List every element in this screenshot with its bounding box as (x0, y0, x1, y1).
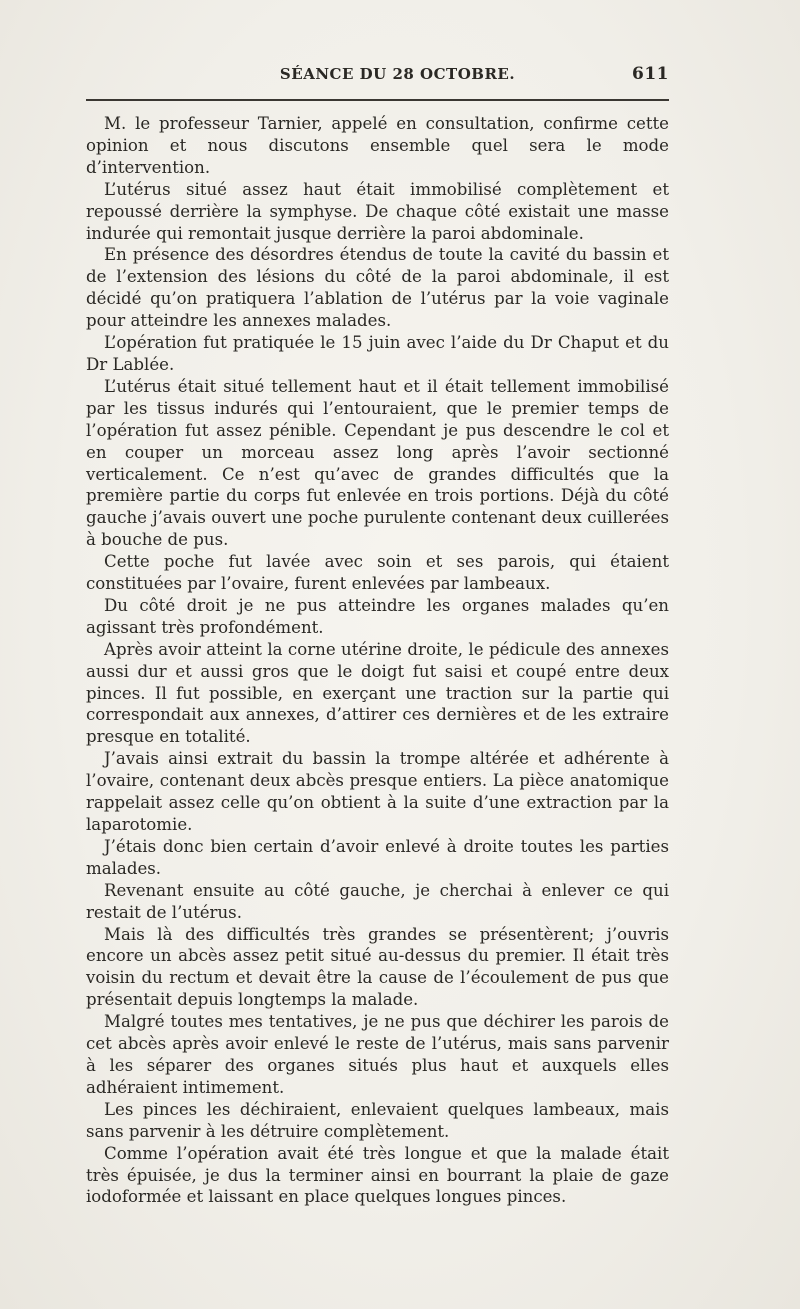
paragraph: J’avais ainsi extrait du bassin la trompe altérée et adhérente à l’ovaire, contenant deux abcès presque entiers. La pièce anatomique rappelait assez celle qu’on obtient à la suite d’une extraction par la laparotomie. (86, 749, 669, 834)
page-number: 611 (632, 64, 669, 84)
paragraph: Revenant ensuite au côté gauche, je cherchai à enlever ce qui restait de l’utérus. (86, 880, 669, 922)
paragraph: Cette poche fut lavée avec soin et ses parois, qui étaient constituées par l’ovaire, furent enlevées par lambeaux. (86, 552, 669, 594)
paragraph: L’utérus était situé tellement haut et il était tellement immobilisé par les tissus indurés qui l’entouraient, que le premier temps de l’opération fut assez pénible. Cependant je pus descendre le col et en couper un morceau assez long après l’avoir sectionné verticalement. Ce n’est qu’avec de grandes difficultés que la première partie du corps fut enlevée en trois portions. Déjà du côté gauche j’avais ouvert une poche purulente contenant deux cuillerées à bouche de pus. (86, 376, 669, 550)
body-text (86, 113, 669, 1208)
paragraph: Malgré toutes mes tentatives, je ne pus que déchirer les parois de cet abcès après avoir enlevé le reste de l’utérus, mais sans parvenir à les séparer des organes situés plus haut et auxquels elles adhéraient intimement. (86, 1012, 669, 1097)
header-rule (86, 99, 669, 101)
paragraph: Comme l’opération avait été très longue et que la malade était très épuisée, je dus la terminer ainsi en bourrant la plaie de gaze iodoformée et laissant en place quelques longues pinces. (86, 1143, 669, 1207)
paragraph: Les pinces les déchiraient, enlevaient quelques lambeaux, mais sans parvenir à les détruire complètement. (86, 1099, 669, 1141)
paragraph: Du côté droit je ne pus atteindre les organes malades qu’en agissant très profondément. (86, 595, 669, 637)
paragraph: M. le professeur Tarnier, appelé en consultation, confirme cette opinion et nous discutons ensemble quel sera le mode d’intervention. (86, 114, 669, 177)
running-title: SÉANCE DU 28 OCTOBRE. (279, 65, 516, 83)
paragraph: Après avoir atteint la corne utérine droite, le pédicule des annexes aussi dur et aussi gros que le doigt fut saisi et coupé entre deux pinces. Il fut possible, en exerçant une traction sur la partie qui correspondait aux annexes, d’attirer ces dernières et de les extraire presque en totalité. (86, 639, 669, 747)
paragraph: Mais là des difficultés très grandes se présentèrent; j’ouvris encore un abcès assez petit situé au-dessus du premier. Il était très voisin du rectum et devait être la cause de l’écoulement de pus que présentait depuis longtemps la malade. (86, 924, 669, 1010)
page-header (86, 64, 669, 86)
paragraph: En présence des désordres étendus de toute la cavité du bassin et de l’extension des lésions du côté de la paroi abdominale, il est décidé qu’on pratiquera l’ablation de l’utérus par la voie vaginale pour atteindre les annexes malades. (86, 245, 669, 331)
paragraph: L’opération fut pratiquée le 15 juin avec l’aide du Dr Chaput et du Dr Lablée. (86, 333, 669, 374)
paragraph: L’utérus situé assez haut était immobilisé complètement et repoussé derrière la symphyse. De chaque côté existait une masse indurée qui remontait jusque derrière la paroi abdominale. (86, 179, 669, 243)
paragraph: J’étais donc bien certain d’avoir enlevé à droite toutes les parties malades. (86, 836, 669, 878)
